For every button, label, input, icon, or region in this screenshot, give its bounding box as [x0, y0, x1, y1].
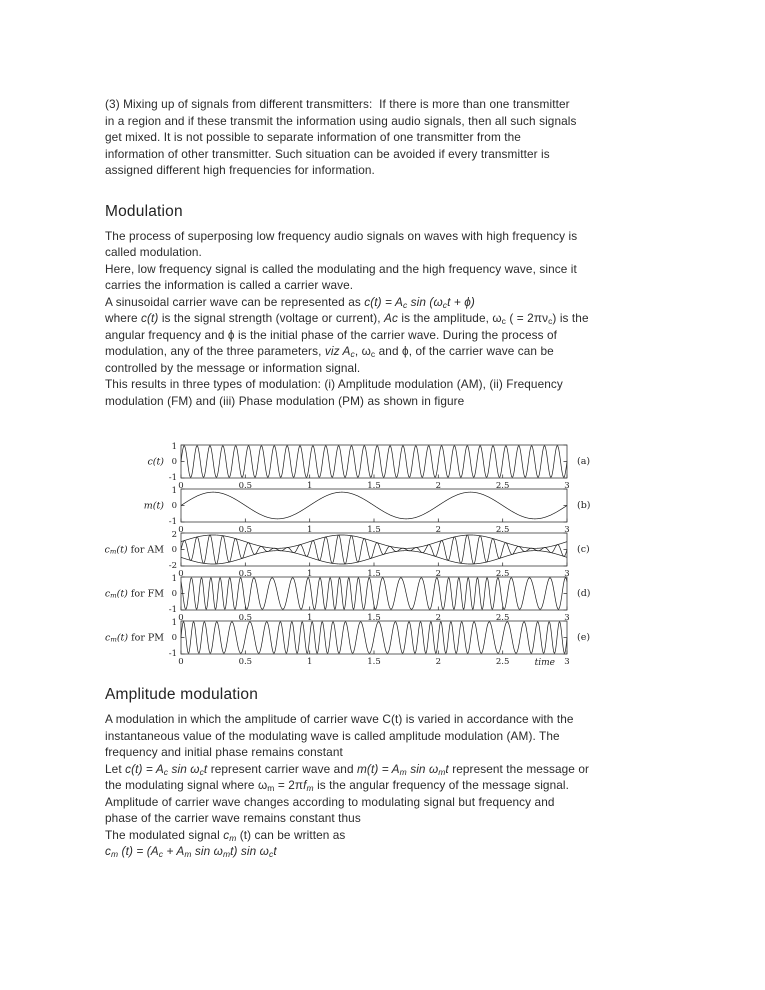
x-tick-label: 0: [178, 569, 184, 579]
math-subscript: c: [158, 849, 164, 860]
waveform-path: [181, 446, 567, 477]
x-tick-label: 1.5: [367, 613, 381, 623]
plain-text: ( = 2πν: [506, 311, 549, 325]
math-text: t: [445, 761, 449, 776]
plain-text: assigned different high frequencies for information.: [105, 163, 375, 177]
plain-text: is the amplitude, ω: [398, 311, 502, 325]
plain-text: represent the message or: [448, 761, 590, 776]
modulation-waveforms-figure: [105, 440, 665, 677]
math-subscript: c: [402, 299, 408, 310]
text-line: [105, 343, 665, 360]
text-line: [105, 310, 665, 327]
plain-text: angular frequency and ϕ is the initial phase of the carrier wave. During the process of: [105, 327, 558, 342]
x-tick-label: 3: [564, 569, 570, 579]
math-text: sin ω: [168, 761, 200, 776]
x-tick-label: 1: [306, 525, 313, 535]
plain-text: and ϕ, of the carrier wave can be: [375, 344, 554, 358]
plain-text: A sinusoidal carrier wave can be represented as: [105, 294, 365, 309]
panel-tag: (b): [577, 500, 591, 511]
x-tick-label: 0: [178, 613, 184, 623]
panel-ylabel-(e): $c_m(t)$ for PM: [105, 632, 164, 644]
text-line: [105, 728, 665, 745]
x-tick-label: 2: [435, 569, 442, 579]
plain-text: carries the information is called a carrier wave.: [105, 278, 354, 292]
x-tick-label: 1: [306, 569, 313, 579]
plain-text: in a region and if these transmit the information using audio signals, then all such signals: [105, 113, 577, 128]
page-content: [105, 96, 665, 860]
x-tick-label: 0.5: [238, 525, 253, 535]
x-tick-label: 1.5: [367, 657, 381, 667]
math-subscript: c: [370, 349, 376, 360]
panel-tag: (a): [577, 456, 591, 467]
y-tick-label: 1: [171, 442, 177, 452]
plain-text: is the angular frequency of the message signal.: [313, 778, 569, 792]
x-tick-label: 3: [564, 525, 570, 535]
x-tick-label: 0.5: [238, 657, 253, 667]
plain-text: phase of the carrier wave remains constant thus: [105, 811, 361, 825]
math-text: c: [105, 844, 111, 858]
panel-tag: (c): [577, 544, 590, 555]
math-text: m(t) = A: [357, 761, 400, 776]
math-subscript: c: [350, 349, 355, 360]
y-tick-label: 2: [171, 530, 177, 540]
text-line: [105, 761, 665, 778]
x-tick-label: 0: [178, 525, 184, 535]
math-text: + A: [163, 844, 185, 858]
waveform-path: [181, 535, 567, 548]
x-tick-label: 0.5: [238, 569, 253, 579]
math-text: (t) = (A: [118, 844, 159, 858]
plain-text: A modulation in which the amplitude of carrier wave C(t) is varied in accordance with the: [105, 712, 574, 726]
math-text: c(t): [141, 311, 159, 325]
x-tick-label: 1.5: [367, 481, 381, 491]
math-text: sin ω: [191, 844, 223, 858]
waveform-chart: [105, 440, 605, 672]
x-tick-label: 0.5: [238, 613, 253, 623]
text-line: [105, 277, 665, 294]
y-tick-label: -1: [168, 649, 177, 659]
x-tick-label: 2.5: [495, 481, 510, 491]
x-tick-label: 3: [564, 613, 570, 623]
plain-text: information of other transmitter. Such situation can be avoided if every transmitter is: [105, 146, 550, 161]
panel-ylabel-(a): c(t): [147, 456, 164, 467]
math-text: t: [273, 844, 277, 858]
text-line: [105, 146, 665, 163]
math-text: sin ω: [406, 761, 439, 776]
math-text: c(t) = A: [364, 294, 403, 309]
plain-text: Here, low frequency signal is called the modulating and the high frequency wave, since it: [105, 261, 577, 276]
text-line: [105, 244, 665, 261]
x-tick-label: 1.5: [367, 525, 381, 535]
plain-text: frequency and initial phase remains constant: [105, 745, 343, 759]
x-tick-label: 3: [564, 657, 570, 667]
x-tick-label: 2: [435, 525, 442, 535]
x-tick-label: 2.5: [495, 525, 510, 535]
x-tick-label: 2: [435, 481, 442, 491]
plain-text: where: [105, 311, 142, 325]
plain-text: represent carrier wave and: [207, 761, 357, 776]
heading-amplitude-modulation: Amplitude modulation: [105, 686, 259, 703]
text-line: [105, 393, 665, 410]
plain-text: = 2π: [274, 778, 304, 792]
panel-ylabel-(b): m(t): [143, 500, 164, 511]
waveform-path: [181, 578, 567, 609]
x-tick-label: 1: [306, 613, 313, 623]
plain-text: is the signal strength (voltage or current),: [158, 311, 385, 325]
x-axis-label: time: [534, 658, 555, 668]
x-tick-label: 0.5: [238, 481, 253, 491]
x-tick-label: 2: [435, 657, 442, 667]
panel-tag: (e): [577, 632, 591, 643]
plain-text: called modulation.: [105, 245, 202, 259]
paragraph-modulation: [105, 228, 665, 410]
x-tick-label: 1: [306, 657, 313, 667]
y-tick-label: 0: [171, 501, 177, 511]
text-line: [105, 129, 665, 146]
text-line: [105, 794, 665, 811]
math-text: Ac: [384, 311, 398, 325]
y-tick-label: -1: [168, 517, 177, 527]
math-text: c(t) = A: [125, 761, 164, 776]
math-text: c: [223, 827, 230, 842]
text-line: [105, 261, 665, 278]
text-line: [105, 376, 665, 393]
x-tick-label: 0: [178, 481, 184, 491]
math-subscript: m: [229, 832, 237, 843]
math-subscript: c: [442, 299, 448, 310]
text-line: [105, 162, 665, 179]
text-line: [105, 360, 665, 377]
y-tick-label: 0: [171, 633, 177, 643]
y-tick-label: 0: [171, 589, 177, 599]
plain-text: modulation, any of the three parameters,: [105, 344, 325, 358]
x-tick-label: 2.5: [495, 657, 510, 667]
math-text: f: [303, 778, 307, 792]
math-subscript: c: [501, 316, 507, 327]
y-tick-label: 1: [171, 618, 177, 628]
plain-text: ) is the: [552, 311, 589, 325]
math-subscript: c: [163, 766, 169, 777]
plain-text: modulation (FM) and (iii) Phase modulation (PM) as shown in figure: [105, 393, 465, 408]
math-text: t: [203, 761, 208, 776]
y-tick-label: 0: [171, 457, 177, 467]
math-text: t + ϕ): [447, 294, 475, 309]
text-line: [105, 777, 665, 794]
text-line: [105, 843, 665, 860]
math-subscript: m: [438, 766, 446, 777]
plain-text: the modulating signal where ω: [105, 778, 268, 792]
y-tick-label: 1: [171, 486, 177, 496]
panel-ylabel-(c): $c_m(t)$ for AM: [105, 544, 164, 556]
text-line: [105, 711, 665, 728]
waveform-path: [181, 492, 567, 519]
y-tick-label: -1: [168, 605, 177, 615]
x-tick-label: 2: [435, 613, 442, 623]
math-text: sin (ω: [407, 294, 443, 309]
text-line: [105, 294, 665, 311]
math-text: viz A: [324, 344, 351, 358]
plain-text: This results in three types of modulation: (i) Amplitude modulation (AM), (ii) Frequency: [105, 377, 563, 391]
text-line: [105, 113, 665, 130]
math-subscript: m: [399, 766, 407, 777]
paragraph-transmitter-mixing: [105, 96, 665, 179]
x-tick-label: 0: [178, 657, 184, 667]
x-tick-label: 1: [306, 481, 313, 491]
plain-text: Let: [105, 761, 126, 776]
waveform-path: [181, 622, 567, 653]
math-subscript: c: [199, 766, 204, 777]
text-line: [105, 744, 665, 761]
plain-text: instantaneous value of the modulating wave is called amplitude modulation (AM). The: [105, 728, 560, 743]
math-subscript: c: [268, 849, 274, 860]
y-tick-label: -1: [168, 473, 177, 483]
waveform-path: [181, 551, 567, 564]
text-line: [105, 327, 665, 344]
x-tick-label: 3: [564, 481, 570, 491]
plain-text: (3) Mixing up of signals from different transmitters: If there is more than one transmitter: [105, 97, 570, 111]
text-line: [105, 228, 665, 245]
x-tick-label: 1.5: [367, 569, 381, 579]
paragraph-amplitude-modulation: [105, 711, 665, 860]
x-tick-label: 2.5: [495, 613, 510, 623]
heading-modulation: Modulation: [105, 202, 183, 220]
math-subscript: m: [222, 849, 231, 860]
y-tick-label: 0: [171, 545, 177, 555]
y-tick-label: -2: [168, 561, 177, 571]
text-line: [105, 96, 665, 113]
math-subscript: m: [267, 783, 275, 794]
math-subscript: c: [548, 316, 553, 327]
plain-text: The modulated signal: [105, 827, 224, 842]
plain-text: The process of superposing low frequency audio signals on waves with high frequency is: [105, 228, 578, 243]
plain-text: controlled by the message or information signal.: [105, 360, 361, 375]
panel-ylabel-(d): $c_m(t)$ for FM: [105, 588, 164, 600]
plain-text: (t) can be written as: [236, 827, 346, 842]
text-line: [105, 810, 665, 827]
math-subscript: m: [184, 849, 192, 860]
math-subscript: m: [306, 783, 314, 794]
math-subscript: m: [111, 849, 119, 860]
plain-text: get mixed. It is not possible to separate information of one transmitter from the: [105, 130, 521, 144]
y-tick-label: 1: [171, 574, 177, 584]
panel-tag: (d): [577, 588, 591, 599]
plain-text: , ω: [354, 344, 371, 358]
text-line: [105, 827, 665, 844]
math-text: t) sin ω: [230, 844, 269, 858]
plain-text: Amplitude of carrier wave changes according to modulating signal but frequency and: [105, 794, 555, 809]
x-tick-label: 2.5: [495, 569, 510, 579]
